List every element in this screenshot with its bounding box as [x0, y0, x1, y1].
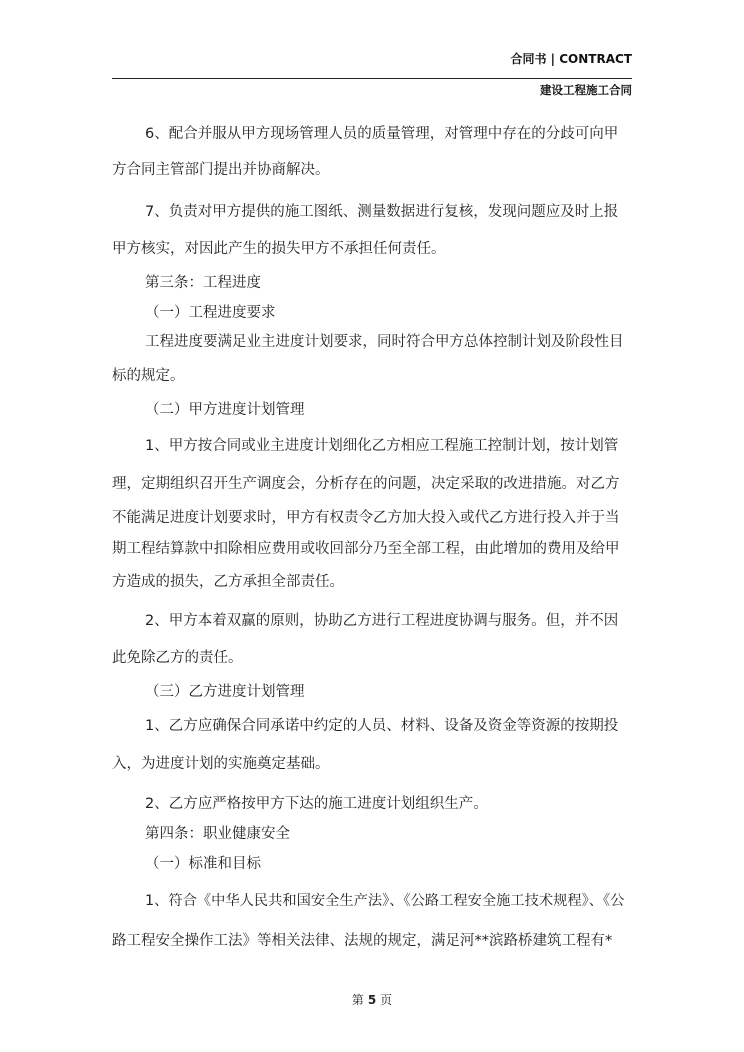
paragraph-line: 1、乙方应确保合同承诺中约定的人员、材料、设备及资金等资源的按期投 [145, 718, 619, 734]
subsection-heading: （三）乙方进度计划管理 [145, 684, 305, 700]
paragraph-line: 路工程安全操作工法》等相关法律、法规的规定，满足河**滨路桥建筑工程有* [112, 933, 613, 949]
paragraph-line: 1、符合《中华人民共和国安全生产法》、《公路工程安全施工技术规程》、《公 [145, 893, 625, 909]
page-number: 5 [367, 993, 377, 1007]
paragraph-line: 不能满足进度计划要求时，甲方有权责令乙方加大投入或代乙方进行投入并于当 [112, 510, 620, 526]
header-subtitle: 建设工程施工合同 [540, 83, 632, 97]
header-title: 合同书 | CONTRACT [510, 52, 632, 66]
paragraph-line: 此免除乙方的责任。 [112, 650, 243, 666]
paragraph-line: 方合同主管部门提出并协商解决。 [112, 162, 330, 178]
paragraph-line: 方造成的损失，乙方承担全部责任。 [112, 574, 344, 590]
paragraph-line: 6、配合并服从甲方现场管理人员的质量管理，对管理中存在的分歧可向甲 [145, 126, 619, 142]
subsection-heading: （一）标准和目标 [145, 856, 261, 872]
paragraph-line: 7、负责对甲方提供的施工图纸、测量数据进行复核，发现问题应及时上报 [145, 204, 619, 220]
page-header [112, 50, 632, 98]
page-number-prefix: 第 [351, 993, 364, 1007]
paragraph-line: 理，定期组织召开生产调度会，分析存在的问题，决定采取的改进措施。对乙方 [112, 476, 620, 492]
header-divider [112, 78, 632, 79]
paragraph-line: 1、甲方按合同或业主进度计划细化乙方相应工程施工控制计划，按计划管 [145, 438, 619, 454]
paragraph-line: 期工程结算款中扣除相应费用或收回部分乃至全部工程，由此增加的费用及给甲 [112, 541, 620, 557]
paragraph-line: 2、甲方本着双赢的原则，协助乙方进行工程进度协调与服务。但，并不因 [145, 613, 619, 629]
subsection-heading: （一）工程进度要求 [145, 305, 276, 321]
paragraph-line: 2、乙方应严格按甲方下达的施工进度计划组织生产。 [145, 796, 488, 812]
paragraph-line: 入，为进度计划的实施奠定基础。 [112, 756, 330, 772]
paragraph-line: 标的规定。 [112, 368, 185, 384]
subsection-heading: （二）甲方进度计划管理 [145, 402, 305, 418]
section-heading: 第四条：职业健康安全 [145, 826, 290, 842]
paragraph-line: 甲方核实，对因此产生的损失甲方不承担任何责任。 [112, 241, 446, 257]
section-heading: 第三条：工程进度 [145, 275, 261, 291]
paragraph-line: 工程进度要满足业主进度计划要求，同时符合甲方总体控制计划及阶段性目 [145, 334, 624, 350]
page-number-suffix: 页 [380, 993, 393, 1007]
page-footer [0, 991, 744, 1008]
